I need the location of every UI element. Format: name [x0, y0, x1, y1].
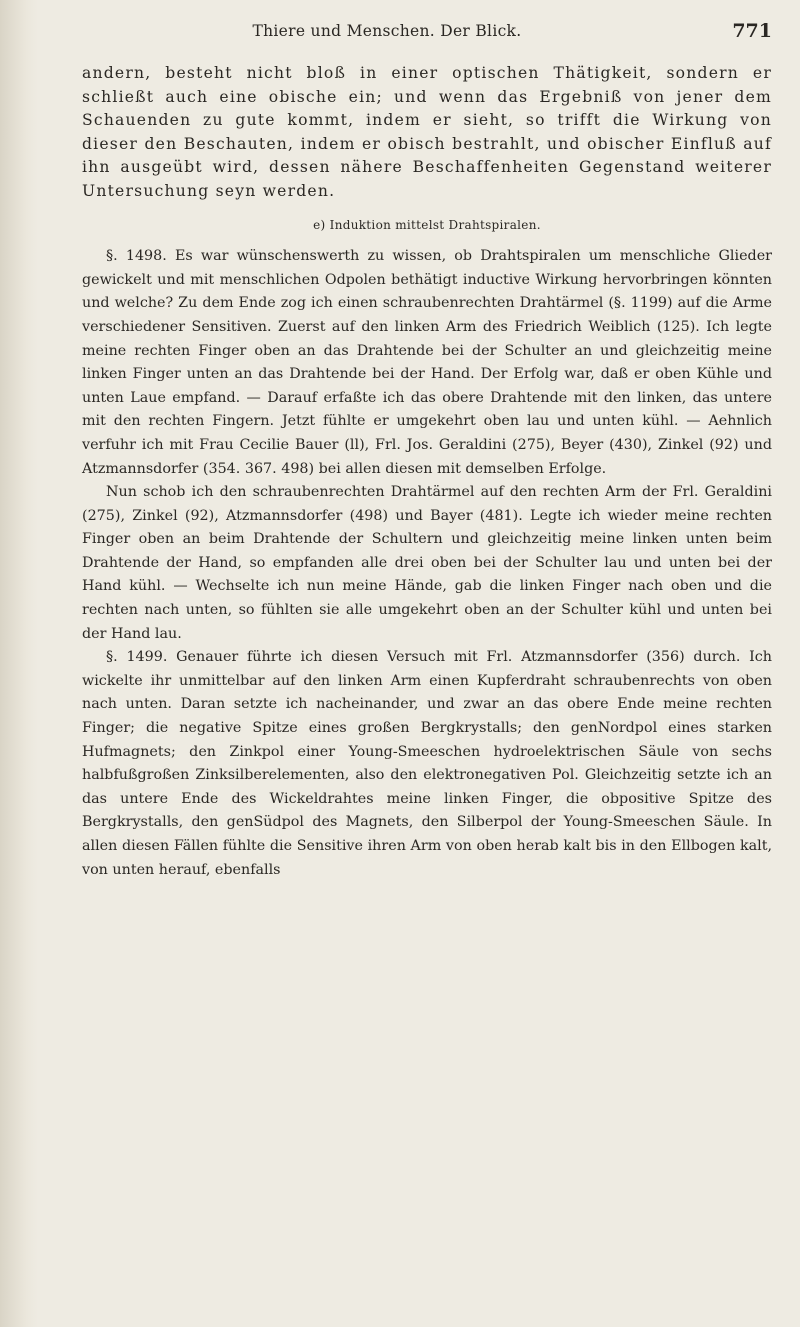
page-header — [82, 20, 772, 50]
intro-paragraph: andern, besteht nicht bloß in einer optischen Thätigkeit, sondern er schließt auch eine obische ein; und wenn das Ergebniß von jener dem Schauenden zu gute kommt, indem er sieht, so trifft die Wirkung von dieser den Beschauten, indem er obisch bestrahlt, und obischer Einfluß auf ihn ausgeübt wird, dessen nähere Beschaffenheiten Gegenstand weiterer Untersuchung seyn werden. — [82, 64, 772, 200]
paragraph-1498-continued: Nun schob ich den schraubenrechten Drahtärmel auf den rechten Arm der Frl. Geraldini (275), Zinkel (92), Atzmannsdorfer (498) und Bayer (481). Legte ich wieder meine rechten Finger oben an beim Drahtende der Schultern und gleichzeitig meine linken unten beim Drahtende der Hand, so empfanden alle drei oben bei der Schulter lau und unten bei der Hand kühl. — Wechselte ich nun meine Hände, gab die linken Finger nach oben und die rechten nach unten, so fühlten sie alle umgekehrt oben an der Schulter kühl und unten bei der Hand lau. — [82, 484, 772, 642]
page-binding-shadow — [0, 0, 38, 1327]
paragraph-1498: §. 1498. Es war wünschenswerth zu wissen, ob Drahtspiralen um menschliche Glieder gewickelt und mit menschlichen Odpolen bethätigt inductive Wirkung hervorbringen könnten und welche? Zu dem Ende zog ich einen schraubenrechten Drahtärmel (§. 1199) auf die Arme verschiedener Sensitiven. Zuerst auf den linken Arm des Friedrich Weiblich (125). Ich legte meine rechten Finger oben an das Drahtende bei der Schulter an und gleichzeitig meine linken Finger unten an das Drahtende bei der Hand. Der Erfolg war, daß er oben Kühle und unten Laue empfand. — Darauf erfaßte ich das obere Drahtende mit den linken, das untere mit den rechten Fingern. Jetzt fühlte er umgekehrt oben lau und unten kühl. — Aehnlich verfuhr ich mit Frau Cecilie Bauer (ll), Frl. Jos. Geraldini (275), Beyer (430), Zinkel (92) und Atzmannsdorfer (354. 367. 498) bei allen diesen mit demselben Erfolge. — [82, 248, 772, 477]
running-head: Thiere und Menschen. Der Blick. — [252, 22, 522, 40]
body-text — [82, 62, 772, 882]
paragraph-1499: §. 1499. Genauer führte ich diesen Versuch mit Frl. Atzmannsdorfer (356) durch. Ich wickelte ihr unmittelbar auf den linken Arm einen Kupferdraht schraubenrechts von oben nach unten. Daran setzte ich nacheinander, und zwar an das obere Ende meine rechten Finger; die negative Spitze eines großen Bergkrystalls; den genNordpol eines starken Hufmagnets; den Zinkpol einer Young-Smeeschen hydroelektrischen Säule von sechs halbfußgroßen Zinksilberelementen, also den elektronegativen Pol. Gleichzeitig setzte ich an das untere Ende des Wickeldrahtes meine linken Finger, die obpositive Spitze des Bergkrystalls, den genSüdpol des Magnets, den Silberpol der Young-Smeeschen Säule. In allen diesen Fällen fühlte die Sensitive ihren Arm von oben herab kalt bis in den Ellbogen kalt, von unten herauf, ebenfalls — [82, 649, 772, 878]
section-subheading: e) Induktion mittelst Drahtspiralen. — [313, 217, 541, 232]
page-number: 771 — [732, 20, 772, 42]
